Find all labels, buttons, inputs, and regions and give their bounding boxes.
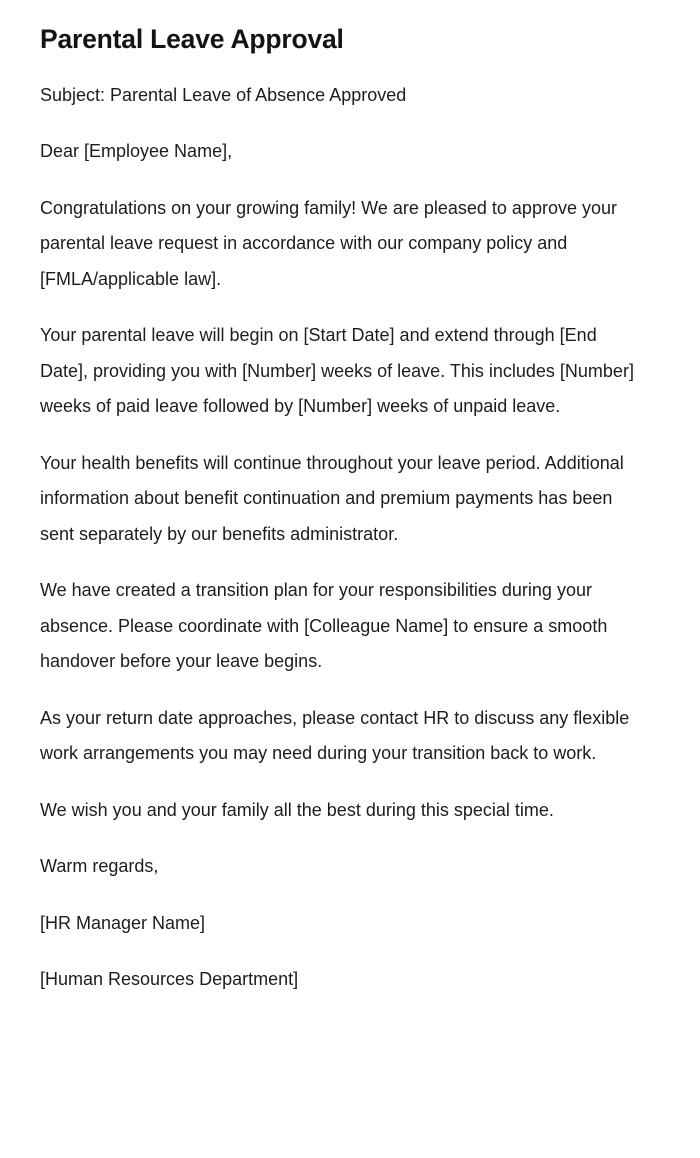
paragraph-salutation: Dear [Employee Name], <box>40 141 233 162</box>
paragraph-leave-dates: Your parental leave will begin on [Start Date] and extend through [End Date], providing you with [Number] weeks of leave. This includes [Number] weeks of paid leave followed by [Number] weeks of unpaid leave. <box>40 325 634 417</box>
signature-hr-manager: [HR Manager Name] <box>40 912 206 933</box>
paragraph-well-wishes: We wish you and your family all the best during this special time. <box>40 799 554 820</box>
document-body <box>40 78 660 998</box>
paragraph-subject: Subject: Parental Leave of Absence Approved <box>40 84 407 105</box>
paragraph-health-benefits: Your health benefits will continue throughout your leave period. Additional information about benefit continuation and premium payments has been sent separately by our benefits administrator. <box>40 452 624 544</box>
paragraph-congratulations: Congratulations on your growing family! We are pleased to approve your parental leave request in accordance with our company policy and [FMLA/applicable law]. <box>40 197 617 289</box>
page-title: Parental Leave Approval <box>40 24 344 54</box>
signature-department: [Human Resources Department] <box>40 969 299 990</box>
paragraph-return-date: As your return date approaches, please contact HR to discuss any flexible work arrangements you may need during your transition back to work. <box>40 707 630 764</box>
paragraph-transition-plan: We have created a transition plan for your responsibilities during your absence. Please coordinate with [Colleague Name] to ensure a smooth handover before your leave begins. <box>40 580 608 672</box>
paragraph-closing: Warm regards, <box>40 856 159 877</box>
